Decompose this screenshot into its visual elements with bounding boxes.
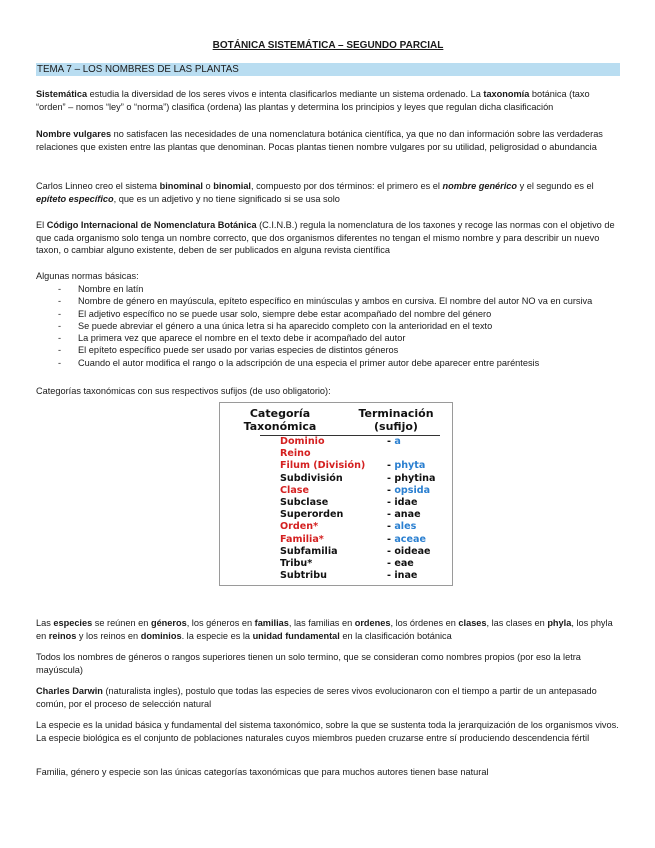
table-row	[220, 448, 452, 460]
table-row	[220, 546, 452, 558]
text: . la especie es la	[181, 630, 253, 641]
suffix-dash: -	[387, 509, 395, 521]
norm-text: Se puede abreviar el género a una única letra si ha aparecido completo con la anterioridad en el texto	[78, 320, 493, 331]
text: El	[36, 220, 47, 230]
term: phyla	[547, 618, 572, 628]
term-sistematica: Sistemática	[36, 89, 88, 99]
header-text: (sufijo)	[374, 420, 418, 433]
paragraph-jerarquia	[36, 617, 620, 642]
text: , las clases en	[486, 618, 548, 628]
text: , los phyla en	[36, 618, 613, 641]
norm-text: Cuando el autor modifica el rango o la adscripción de una especia el primer autor debe aparecer entre paréntesis	[78, 357, 540, 368]
suffix-value: inae	[394, 570, 418, 582]
suffix-value: phytina	[394, 472, 436, 484]
term-epiteto-especifico: epíteto específico	[36, 193, 114, 204]
header-text: Categoría	[249, 407, 311, 420]
table-row	[220, 497, 452, 509]
category-cell: Reino	[280, 448, 311, 460]
category-cell: Filum (División)	[280, 460, 366, 472]
term: familias	[254, 618, 289, 628]
table-row	[220, 485, 452, 497]
suffix-value: idae	[394, 496, 418, 508]
table-intro: Categorías taxonómicas con sus respectivos sufijos (de uso obligatorio):	[36, 386, 331, 396]
paragraph-familia: Familia, género y especie son las únicas categorías taxonómicas que para muchos autores tienen base natural	[36, 767, 489, 777]
paragraph-darwin	[36, 685, 620, 710]
norm-text: El epíteto específico puede ser usado por varias especies de distintos géneros	[78, 345, 399, 356]
paragraph-generos: Todos los nombres de géneros o rangos superiores tienen un solo termino, que se consideran como nombres propios (por eso la letra mayúscula)	[36, 652, 581, 675]
text: , que es un adjetivo y no tiene significado si se usa solo	[113, 193, 340, 204]
term: dominios	[140, 630, 182, 641]
table-row	[220, 473, 452, 485]
term: clases	[458, 618, 487, 628]
text: y el segundo es el	[517, 181, 594, 191]
category-cell: Dominio	[280, 436, 325, 447]
suffix-cell	[387, 485, 430, 497]
list-item: - Cuando el autor modifica el rango o la adscripción de una especia el primer autor debe aparecer entre paréntesis	[58, 357, 540, 368]
suffix-dash: -	[387, 545, 395, 557]
suffix-value: eae	[394, 557, 414, 569]
list-item: - Nombre de género en mayúscula, epíteto específico en minúsculas y ambos en cursiva. El nombre del autor NO va en cursiva	[58, 296, 593, 307]
category-cell: Tribu*	[280, 557, 313, 569]
suffix-value: phyta	[394, 460, 426, 472]
category-cell: Subtribu	[280, 570, 327, 582]
term-nombre-generico: nombre genérico	[442, 181, 518, 191]
text: (naturalista ingles), postulo que todas las especies de seres vivos evolucionaron con el tiempo a partir de un antepasado común, por el proceso de selección natural	[36, 686, 597, 709]
paragraph-especie: La especie es la unidad básica y fundamental del sistema taxonómico, sobre la que se sustenta toda la jerarquización de los organismos vivos. La especie biológica es el conjunto de poblaciones naturales cuyos miembros pueden cruzarse entre sí produciendo descendencia fértil	[36, 720, 619, 743]
text: botánica (taxo “orden” – nomos “ley” o “norma”) clasifica (ordena) las plantas y determina los principios y leyes que regulan dicha clasificación	[36, 89, 590, 112]
text: , los órdenes en	[390, 618, 459, 628]
norms-intro: Algunas normas básicas:	[36, 271, 139, 281]
paragraph-sistematica	[36, 88, 620, 113]
list-item: - La primera vez que aparece el nombre en el texto debe ir acompañado del autor	[58, 333, 406, 344]
norm-text: Nombre en latín	[78, 284, 144, 294]
suffix-cell	[387, 497, 417, 509]
suffix-dash: -	[387, 484, 395, 496]
suffix-cell	[387, 546, 431, 558]
term: géneros	[150, 618, 187, 628]
header-text: Terminación	[358, 407, 434, 420]
suffix-value: a	[394, 436, 401, 447]
suffix-cell	[387, 436, 401, 448]
suffix-dash: -	[387, 436, 395, 447]
text: estudia la diversidad de los seres vivos e intenta clasificarlos mediante un sistema ordenado. La	[87, 89, 484, 99]
category-cell: Subclase	[280, 496, 329, 508]
suffix-dash: -	[387, 533, 395, 545]
suffix-value: aceae	[394, 533, 426, 545]
category-cell: Subdivisión	[280, 472, 343, 484]
norm-text: Nombre de género en mayúscula, epíteto específico en minúsculas y ambos en cursiva. El nombre del autor NO va en cursiva	[78, 296, 593, 307]
term-binomial: binomial	[213, 181, 251, 191]
paragraph-nombres-vulgares	[36, 128, 620, 153]
term: ordenes	[354, 618, 391, 628]
list-item: - Nombre en latín	[58, 284, 144, 294]
suffix-value: ales	[394, 521, 417, 533]
suffix-dash: -	[387, 496, 395, 508]
term-taxonomia: taxonomía	[483, 89, 530, 99]
norm-text: La primera vez que aparece el nombre en el texto debe ir acompañado del autor	[78, 333, 406, 344]
text: Las	[36, 618, 54, 628]
suffix-value: anae	[394, 509, 421, 521]
table-row	[220, 436, 452, 448]
suffix-dash: -	[387, 521, 395, 533]
header-terminacion	[340, 407, 452, 433]
term-binominal: binominal	[159, 181, 203, 191]
table-body	[220, 436, 452, 582]
taxonomy-table	[219, 402, 453, 586]
list-item: - Se puede abreviar el género a una única letra si ha aparecido completo con la anterioridad en el texto	[58, 320, 493, 331]
suffix-value: opsida	[394, 484, 431, 496]
paragraph-codigo	[36, 219, 620, 257]
suffix-cell	[387, 521, 416, 533]
term: unidad fundamental	[252, 630, 340, 641]
list-item: - El epíteto específico puede ser usado por varias especies de distintos géneros	[58, 345, 399, 356]
table-row	[220, 570, 452, 582]
header-categoria	[220, 407, 340, 433]
suffix-dash: -	[387, 557, 395, 569]
suffix-cell	[387, 460, 425, 472]
suffix-dash: -	[387, 472, 395, 484]
suffix-value: oideae	[394, 545, 431, 557]
term-codigo-internacional: Código Internacional de Nomenclatura Botánica	[46, 220, 257, 230]
topic-heading: TEMA 7 – LOS NOMBRES DE LAS PLANTAS	[36, 63, 620, 76]
category-cell: Clase	[280, 484, 310, 496]
term-charles-darwin: Charles Darwin	[36, 686, 103, 696]
suffix-cell	[387, 534, 426, 546]
text: , compuesto por dos términos: el primero es el	[250, 181, 443, 191]
category-cell: Orden*	[280, 521, 319, 533]
text: no satisfacen las necesidades de una nomenclatura botánica científica, ya que no dan información sobre las verdaderas relaciones que existen entre las plantas que denominan. Pocas plantas tienen nombre vulgares por su utilidad, peligrosidad o abundancia	[36, 129, 603, 152]
text: , las familias en	[288, 618, 355, 628]
term: reinos	[48, 630, 77, 641]
text: Carlos Linneo creo el sistema	[36, 181, 160, 191]
table-row	[220, 460, 452, 472]
term-nombre-vulgares: Nombre vulgares	[36, 129, 112, 139]
norms-list	[36, 283, 626, 369]
table-row	[220, 534, 452, 546]
suffix-cell	[387, 473, 435, 485]
suffix-cell	[387, 509, 421, 521]
text: (C.I.N.B.) regula la nomenclatura de los taxones y recoge las normas con el objetivo de que cada organismo solo tenga un nombre correcto, que dos organismos diferentes no tengan el mismo nombre y para describir un nuevo taxon, o cambiar alguno existente, deben de ser publicados en alguna revista científica	[36, 220, 615, 255]
category-cell: Subfamilia	[280, 545, 338, 557]
paragraph-linneo	[36, 180, 620, 205]
text: y los reinos en	[76, 630, 141, 641]
term: especies	[53, 618, 93, 628]
text: , los géneros en	[186, 618, 255, 628]
page-title: BOTÁNICA SISTEMÁTICA – SEGUNDO PARCIAL	[212, 40, 444, 51]
suffix-dash: -	[387, 570, 395, 582]
table-row	[220, 509, 452, 521]
table-row	[220, 521, 452, 533]
suffix-cell	[387, 558, 414, 570]
header-text: Taxonómica	[243, 420, 317, 433]
list-item: - El adjetivo específico no se puede usar solo, siempre debe estar acompañado del nombre del género	[58, 308, 492, 319]
table-row	[220, 558, 452, 570]
text: en la clasificación botánica	[339, 630, 452, 641]
category-cell: Familia*	[280, 533, 324, 545]
text: o	[202, 181, 214, 191]
norm-text: El adjetivo específico no se puede usar solo, siempre debe estar acompañado del nombre del género	[78, 308, 492, 319]
suffix-cell	[387, 570, 417, 582]
text: se reúnen en	[92, 618, 151, 628]
category-cell: Superorden	[280, 509, 344, 521]
suffix-dash: -	[387, 460, 395, 472]
